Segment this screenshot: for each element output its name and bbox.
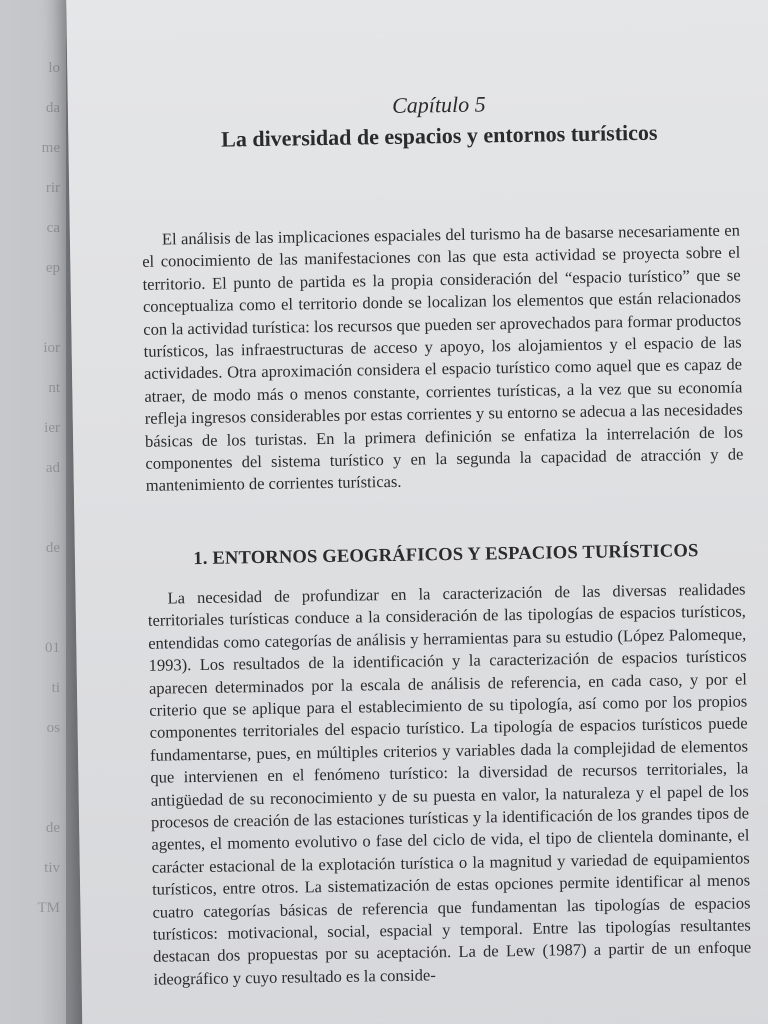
section-paragraph: La necesidad de profundizar en la caracterización de las diversas realidades territoriales turísticas conduce a la consideración de las tipologías de espacios turísticos, entendidas como categorías de análisis y herramientas para su estudio (López Palomeque, 1993). Los resultados de la identificación y la caracterización de espacios turísticos aparecen determinados por la escala de análisis de referencia, en cada caso, y por el criterio que se aplique para el establecimiento de su tipología, así como por los propios componentes territoriales del espacio turístico. La tipología de espacios turísticos puede fundamentarse, pues, en múltiples criterios y variables dada la complejidad de elementos que intervienen en el fenómeno turístico: la diversidad de recursos territoriales, la antigüedad de su reconocimiento y de su puesta en valor, la naturaleza y el papel de los procesos de creación de las estaciones turísticas y la identificación de los grandes tipos de agentes, el momento evolutivo o fase del ciclo de vida, el tipo de clientela dominante, el carácter estacional de la explotación turística o la magnitud y variedad de equipamientos turísticos, entre otros. La sistematización de estas opciones permite identificar al menos cuatro categorías básicas de referencia que fundamentan las tipologías de espacios turísticos: motivacional, social, espacial y temporal. Entre las tipologías resultantes destacan dos propuestas por su aceptación. La de Lew (1987) a partir de un enfoque ideográfico y cuyo resultado es la conside- (147, 579, 752, 989)
section-heading: 1. ENTORNOS GEOGRÁFICOS Y ESPACIOS TURÍSTICOS (193, 541, 699, 569)
page-content (140, 87, 752, 1007)
chapter-title: La diversidad de espacios y entornos turísticos (220, 119, 658, 152)
chapter-number: Capítulo 5 (391, 91, 486, 118)
intro-paragraph: El análisis de las implicaciones espaciales del turismo ha de basarse necesariamente en el conocimiento de las manifestaciones con las que esta actividad se proyecta sobre el territorio. El punto de partida es la propia consideración del “espacio turístico” que se conceptualiza como el territorio donde se localizan los elementos que están relacionados con la actividad turística: los recursos que pueden ser aprovechados para formar productos turísticos, las infraestructuras de acceso y apoyo, los alojamientos y el espacio de las actividades. Otra aproximación considera el espacio turístico como aquel que es capaz de atraer, de modo más o menos constante, corrientes turísticas, a la vez que su economía refleja ingresos considerables por estas corrientes y su entorno se adecua a las necesidades básicas de los turistas. En la primera definición se enfatiza la interrelación de los componentes del sistema turístico y en la segunda la capacidad de atracción y de mantenimiento de corrientes turísticas. (142, 220, 744, 496)
facing-page-edge: lo da me rir ca ep ior nt ier ad de 01 ti os de tiv TM (0, 0, 66, 1024)
book-page (66, 0, 768, 1024)
